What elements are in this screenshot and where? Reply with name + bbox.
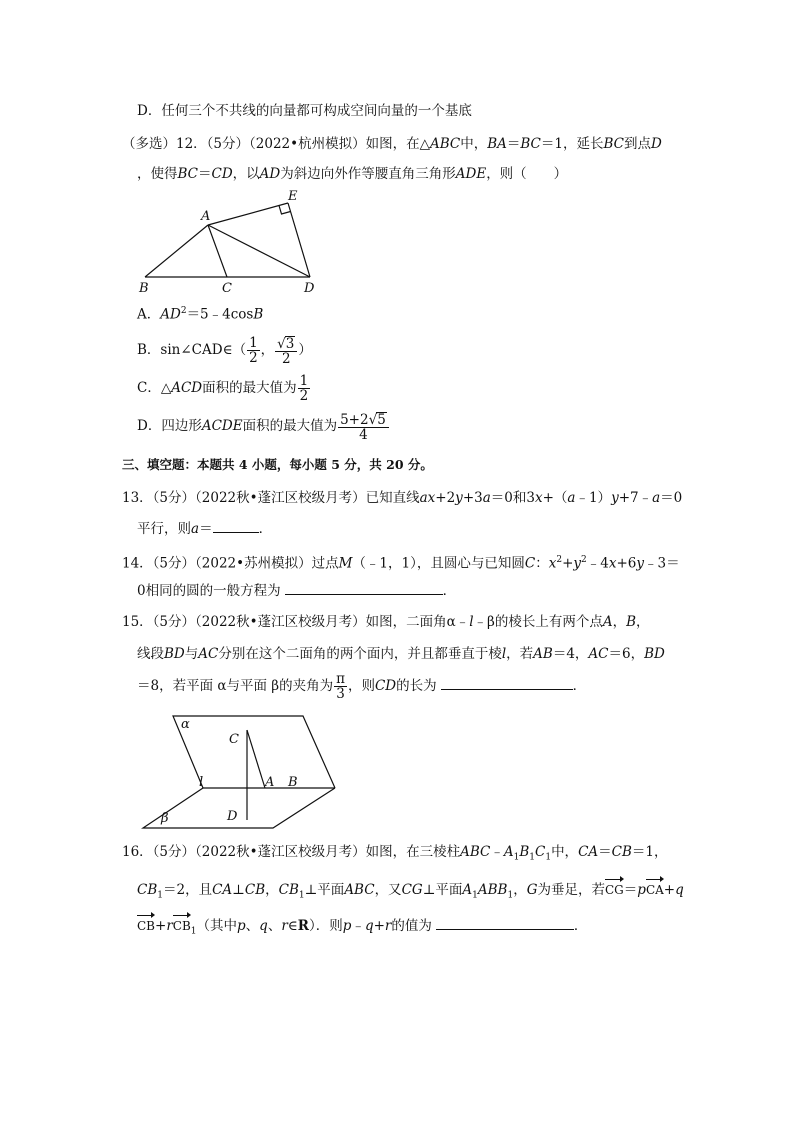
q12-option-a: A．$AD^2=5﹣4\cos B$: [137, 306, 264, 323]
q14-line1: 14．（5分）（2022•苏州模拟）过点M（﹣1，1），且圆心与已知圆C：$x^2+y^2﹣4x+6y﹣3=$: [122, 555, 680, 572]
q13-line2: 平行，则a＝ ．: [137, 521, 273, 537]
q16-line3: CB+rCB$_1$（其中p、q、r∈R）．则p﹣q+r的值为 ．: [137, 914, 587, 941]
fig2-label-c: C: [229, 732, 239, 747]
fig2-label-alpha: α: [181, 717, 190, 732]
q15-dihedral-figure: [135, 708, 345, 834]
fig1-label-e: E: [288, 189, 298, 204]
q16-line2: $CB_1=2$，且CA⊥CB，$CB_1\perp$平面ABC，又CG⊥平面$A_1ABB_1$，G为垂足，若CG＝pCA+q: [137, 878, 684, 905]
section-fill-in-header: 三、填空题：本题共 4 小题，每小题 5 分，共 20 分。: [122, 457, 433, 472]
q15-line2: 线段BD与AC分别在这个二面角的两个面内，并且都垂直于棱l，若AB＝4，AC＝6，BD: [137, 646, 665, 662]
q12-stem-line1: （多选）12．（5分）（2022•杭州模拟）如图，在△ABC中，BA＝BC＝1，延长BC到点D: [122, 136, 662, 152]
q13-line1: 13．（5分）（2022秋•蓬江区校级月考）已知直线ax+2y+3a＝0和3x+（a﹣1）y+7﹣a＝0: [122, 490, 683, 506]
fig1-label-d: D: [304, 281, 315, 296]
fig2-label-a: A: [265, 775, 275, 790]
q16-answer-blank[interactable]: [436, 928, 574, 930]
q13-answer-blank[interactable]: [213, 531, 259, 533]
q15-answer-blank[interactable]: [441, 688, 573, 690]
q14-answer-blank[interactable]: [285, 593, 443, 595]
fig1-label-a: A: [201, 209, 211, 224]
fig2-label-d: D: [227, 809, 238, 824]
q11-option-d: D．任何三个不共线的向量都可构成空间向量的一个基底: [137, 103, 472, 119]
fig1-label-b: B: [139, 281, 149, 296]
q15-line3: ＝8，若平面 α与平面 β的夹角为 $\frac{\pi}{3}$ ，则CD的长为 ．: [137, 671, 587, 702]
q12-stem-line2: ，使得BC＝CD，以AD为斜边向外作等腰直角三角形ADE，则（ ）: [137, 166, 568, 182]
q15-line1: 15．（5分）（2022秋•蓬江区校级月考）如图，二面角α﹣l﹣β的棱长上有两个点A，B，: [122, 614, 650, 630]
fig1-label-c: C: [222, 281, 232, 296]
q12-option-b: B．sin∠CAD∈（ $\frac{1}{2}$ ， $\frac{√3}{2}$ ）: [137, 335, 312, 367]
q12-option-d: D．四边形ACDE面积的最大值为 $\frac{5+2√5}{4}$: [137, 410, 390, 442]
q12-option-c: C．△ACD面积的最大值为 $\frac{1}{2}$: [137, 373, 309, 404]
q16-line1: 16．（5分）（2022秋•蓬江区校级月考）如图，在三棱柱$ABC﹣A_1B_1C_1$中，CA＝CB＝1，: [122, 844, 668, 863]
q12-triangle-figure: [135, 188, 325, 296]
fig2-label-l: l: [199, 775, 204, 790]
q14-line2: 0相同的圆的一般方程为 ．: [137, 583, 457, 599]
fig2-label-b: B: [288, 775, 298, 790]
fig2-label-beta: β: [161, 811, 169, 826]
